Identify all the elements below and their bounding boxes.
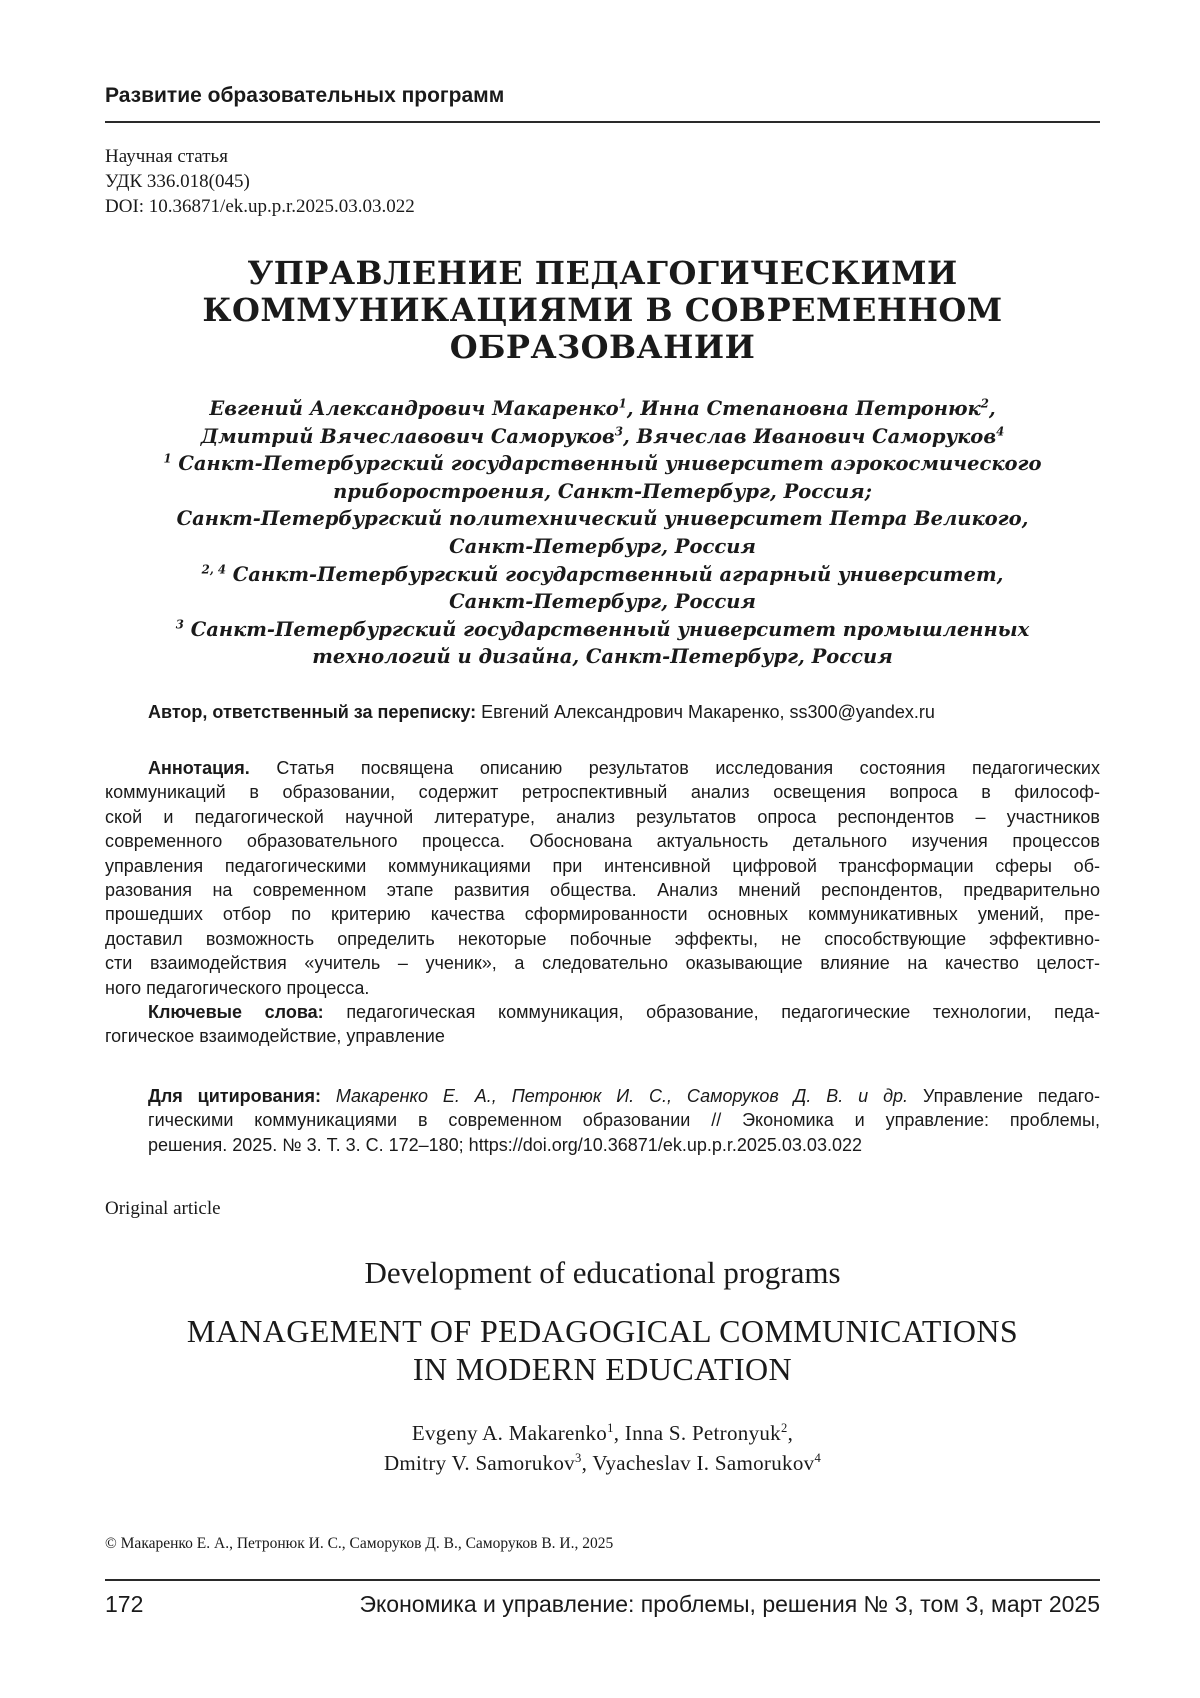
abstract-line: ного педагогического процесса. [105, 976, 1100, 1000]
abstract-line: управления педагогическими коммуникациями при интенсивной цифровой трансформации сферы об- [105, 854, 1100, 878]
affiliation-sup: 2, 4 [202, 562, 226, 576]
author-sup: 1 [619, 397, 627, 411]
affiliation-text: Санкт-Петербургский государственный университет промышленных [191, 618, 1030, 641]
affiliation-text: Санкт-Петербург, Россия [105, 588, 1100, 616]
author-name: Инна Степановна Петронюк [640, 397, 980, 420]
section-header: Развитие образовательных программ [105, 84, 504, 108]
copyright: © Макаренко Е. А., Петронюк И. С., Саморуков Д. В., Саморуков В. И., 2025 [105, 1535, 613, 1553]
udk: УДК 336.018(045) [105, 169, 415, 194]
citation-text: Управление педаго- [923, 1086, 1100, 1106]
affiliation-text: Санкт-Петербургский государственный аграрный университет, [233, 563, 1004, 586]
author-sup: 4 [996, 424, 1004, 438]
abstract [105, 756, 1100, 1049]
abstract-text: Статья посвящена описанию результатов исследования состояния педагогических [276, 758, 1100, 778]
citation-label: Для цитирования: [148, 1086, 321, 1106]
authors-line-2: Дмитрий Вячеславович Саморуков3, Вячеслав Иванович Саморуков4 [105, 423, 1100, 451]
author-name: Вячеслав Иванович Саморуков [637, 425, 997, 448]
authors-en-line-1: Evgeny A. Makarenko1, Inna S. Petronyuk2, [105, 1418, 1100, 1448]
authors-en [105, 1418, 1100, 1478]
article-title-ru [105, 255, 1100, 366]
abstract-line: доставил возможность определить некоторые побочные эффекты, не способствующие эффективно- [105, 927, 1100, 951]
author-name-en: Inna S. Petronyuk [625, 1421, 781, 1445]
affiliation-2 [105, 561, 1100, 589]
abstract-line: сти взаимодействия «учитель – ученик», а следовательно оказывающие влияние на качество целост- [105, 951, 1100, 975]
author-sup: 1 [607, 1421, 614, 1435]
title-en-line: IN MODERN EDUCATION [105, 1350, 1100, 1388]
citation-authors: Макаренко Е. А., Петронюк И. С., Саморуков Д. В. и др. [336, 1086, 908, 1106]
authors-en-line-2: Dmitry V. Samorukov3, Vyacheslav I. Samorukov4 [105, 1448, 1100, 1478]
header-divider [105, 121, 1100, 123]
keywords-line: гогическое взаимодействие, управление [105, 1024, 1100, 1048]
title-ru-line: ОБРАЗОВАНИИ [105, 329, 1100, 366]
correspondence-label: Автор, ответственный за переписку: [148, 702, 476, 722]
author-sup: 3 [575, 1451, 582, 1465]
affiliation-text: Санкт-Петербургский политехнический университет Петра Великого, [105, 505, 1100, 533]
citation [148, 1084, 1100, 1157]
article-title-en [105, 1312, 1100, 1388]
affiliation-text: технологий и дизайна, Санкт-Петербург, Россия [105, 643, 1100, 671]
title-en-line: MANAGEMENT OF PEDAGOGICAL COMMUNICATIONS [105, 1312, 1100, 1350]
author-sup: 3 [615, 424, 623, 438]
affiliation-1 [105, 450, 1100, 478]
correspondence-value: Евгений Александрович Макаренко, ss300@yandex.ru [481, 702, 935, 722]
doi: DOI: 10.36871/ek.up.p.r.2025.03.03.022 [105, 194, 415, 219]
abstract-line: ской и педагогической научной литературе, анализ результатов опроса респондентов – участников [105, 805, 1100, 829]
page-number: 172 [105, 1591, 143, 1618]
abstract-label: Аннотация. [148, 758, 250, 778]
article-type: Научная статья [105, 144, 415, 169]
abstract-line: современного образовательного процесса. Обоснована актуальность детального изучения процессов [105, 829, 1100, 853]
author-name-en: Dmitry V. Samorukov [384, 1451, 575, 1475]
author-sup: 2 [981, 397, 989, 411]
authors-affiliations [105, 395, 1100, 671]
citation-line: гическими коммуникациями в современном образовании // Экономика и управление: проблемы, [148, 1108, 1100, 1132]
footer-divider [105, 1579, 1100, 1581]
abstract-line: разования на современном этапе развития общества. Анализ мнений респондентов, предварительно [105, 878, 1100, 902]
article-type-en: Original article [105, 1198, 221, 1220]
affiliation-sup: 3 [176, 617, 184, 631]
authors-line-1: Евгений Александрович Макаренко1, Инна Степановна Петронюк2, [105, 395, 1100, 423]
citation-line [148, 1084, 1100, 1108]
keywords-text: педагогическая коммуникация, образование, педагогические технологии, педа- [346, 1002, 1100, 1022]
journal-footer: Экономика и управление: проблемы, решения № 3, том 3, март 2025 [359, 1591, 1100, 1618]
author-name-en: Vyacheslav I. Samorukov [592, 1451, 814, 1475]
abstract-line: прошедших отбор по критерию качества сформированности основных коммуникативных умений, пре- [105, 902, 1100, 926]
article-meta [105, 144, 415, 219]
title-ru-line: УПРАВЛЕНИЕ ПЕДАГОГИЧЕСКИМИ [105, 255, 1100, 292]
author-sup: 2 [781, 1421, 788, 1435]
affiliation-3 [105, 616, 1100, 644]
keywords-label: Ключевые слова: [148, 1002, 324, 1022]
section-en: Development of educational programs [105, 1255, 1100, 1291]
author-sup: 4 [814, 1451, 821, 1465]
affiliation-text: приборостроения, Санкт-Петербург, Россия; [105, 478, 1100, 506]
author-name: Дмитрий Вячеславович Саморуков [201, 425, 615, 448]
abstract-line: коммуникаций в образовании, содержит ретроспективный анализ освещения вопроса в философ- [105, 780, 1100, 804]
abstract-line [105, 756, 1100, 780]
author-name: Евгений Александрович Макаренко [209, 397, 618, 420]
correspondence [148, 702, 935, 723]
affiliation-text: Санкт-Петербургский государственный университет аэрокосмического [178, 452, 1041, 475]
affiliation-text: Санкт-Петербург, Россия [105, 533, 1100, 561]
affiliation-sup: 1 [163, 452, 171, 466]
title-ru-line: КОММУНИКАЦИЯМИ В СОВРЕМЕННОМ [105, 292, 1100, 329]
citation-line: решения. 2025. № 3. Т. 3. С. 172–180; https://doi.org/10.36871/ek.up.p.r.2025.03.03.022 [148, 1133, 1100, 1157]
author-name-en: Evgeny A. Makarenko [412, 1421, 607, 1445]
keywords-line [105, 1000, 1100, 1024]
